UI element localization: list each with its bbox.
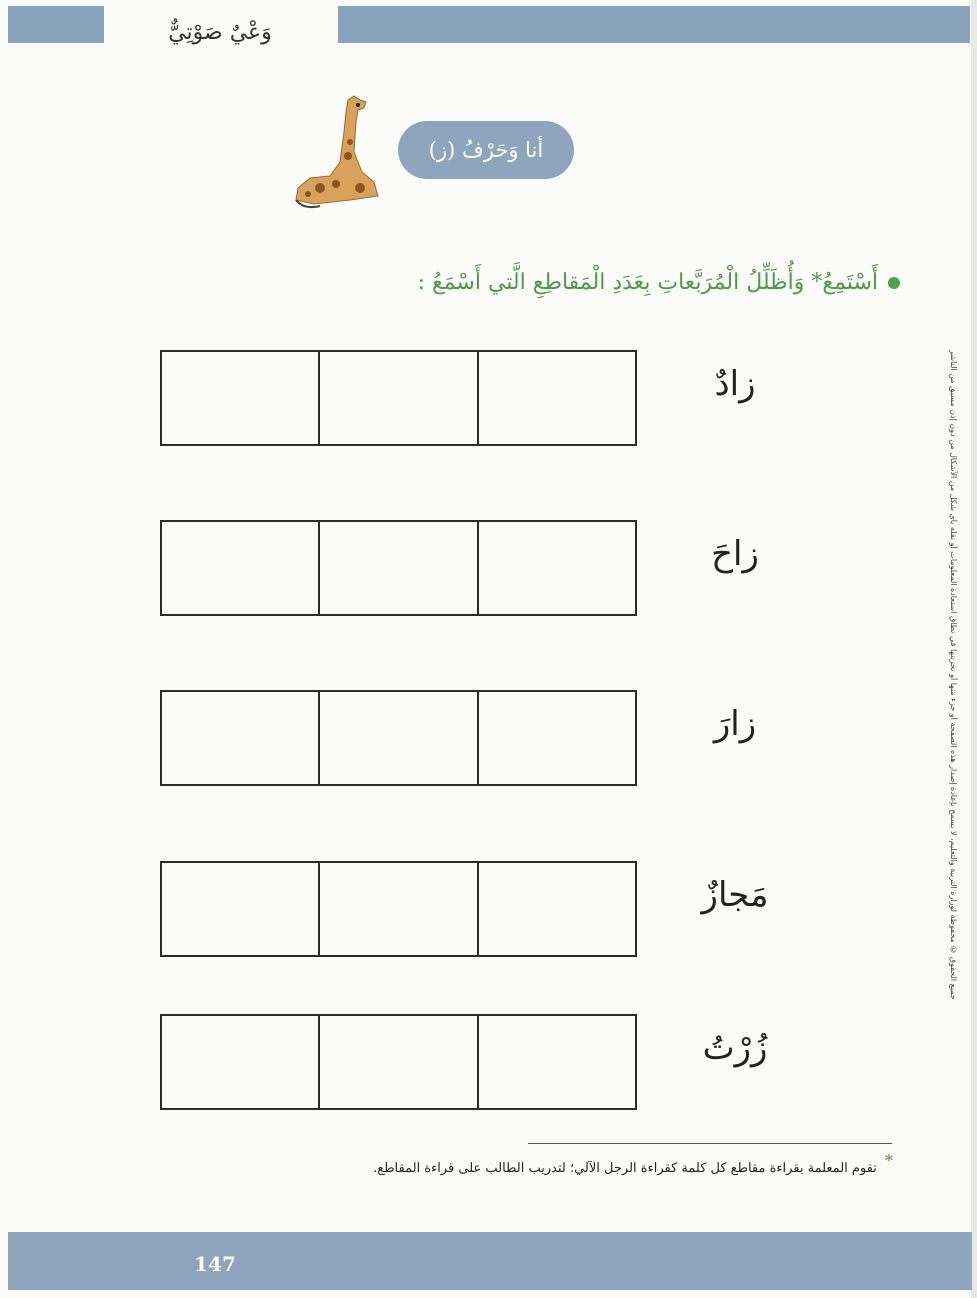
syllable-box[interactable] — [477, 1016, 635, 1108]
syllable-box[interactable] — [162, 352, 318, 444]
syllable-boxes — [160, 690, 637, 786]
exercise-word: زُرْتُ — [702, 1028, 768, 1068]
page-edge — [971, 0, 977, 1298]
syllable-box[interactable] — [477, 522, 635, 614]
exercise-word: زادٌ — [714, 364, 756, 404]
top-band-left — [8, 6, 104, 43]
instruction — [400, 270, 900, 295]
syllable-box[interactable] — [318, 863, 476, 955]
bullet-icon — [888, 277, 900, 289]
exercise-row-2 — [160, 520, 780, 620]
syllable-box[interactable] — [162, 1016, 318, 1108]
syllable-box[interactable] — [318, 522, 476, 614]
exercise-word: مَجازٌ — [701, 875, 769, 915]
syllable-boxes — [160, 861, 637, 957]
exercise-row-4 — [160, 861, 780, 961]
bottom-band — [8, 1232, 972, 1290]
footnote-text: تقوم المعلمة بقراءة مقاطع كل كلمة كقراءة الرجل الآلي؛ لتدريب الطالب على قراءة المقاطع. — [373, 1161, 877, 1176]
instruction-text: أَسْتَمِعُ* وَأُظَلِّلُ الْمُرَبَّعاتِ بِعَدَدِ الْمَقاطِعِ الَّتي أَسْمَعُ : — [417, 270, 878, 295]
syllable-box[interactable] — [162, 522, 318, 614]
syllable-box[interactable] — [318, 1016, 476, 1108]
top-band-right — [338, 6, 970, 43]
syllable-boxes — [160, 350, 637, 446]
syllable-box[interactable] — [162, 692, 318, 784]
exercise-row-5 — [160, 1014, 780, 1114]
syllable-box[interactable] — [318, 352, 476, 444]
letter-badge-text: أنا وَحَرْفُ (ز) — [428, 138, 544, 162]
copyright-notice: جميع الحقوق © محفوظة لوزارة التربية والتعليم، لا يسمح بإعادة إصدار هذه الصفحة أو جزء منها أو تخزينها في نطاق استعادة المعلومات أو نقله بأي شكل من الأشكال من دون إذن مسبق من الناشر — [949, 350, 958, 1000]
syllable-box[interactable] — [162, 863, 318, 955]
page-title: وَعْيٌ صَوْتِيٌّ — [168, 20, 272, 45]
page-number: 147 — [194, 1252, 236, 1276]
exercise-word: زاحَ — [711, 534, 759, 574]
footnote-divider — [528, 1143, 892, 1144]
letter-badge — [398, 121, 574, 179]
footnote-marker: * — [885, 1151, 893, 1170]
syllable-boxes — [160, 1014, 637, 1110]
syllable-boxes — [160, 520, 637, 616]
exercise-row-1 — [160, 350, 780, 450]
syllable-box[interactable] — [477, 692, 635, 784]
exercise-row-3 — [160, 690, 780, 790]
exercise-word: زارَ — [713, 704, 757, 744]
giraffe-icon — [290, 92, 385, 212]
syllable-box[interactable] — [318, 692, 476, 784]
syllable-box[interactable] — [477, 352, 635, 444]
syllable-box[interactable] — [477, 863, 635, 955]
footnote — [373, 1151, 893, 1176]
